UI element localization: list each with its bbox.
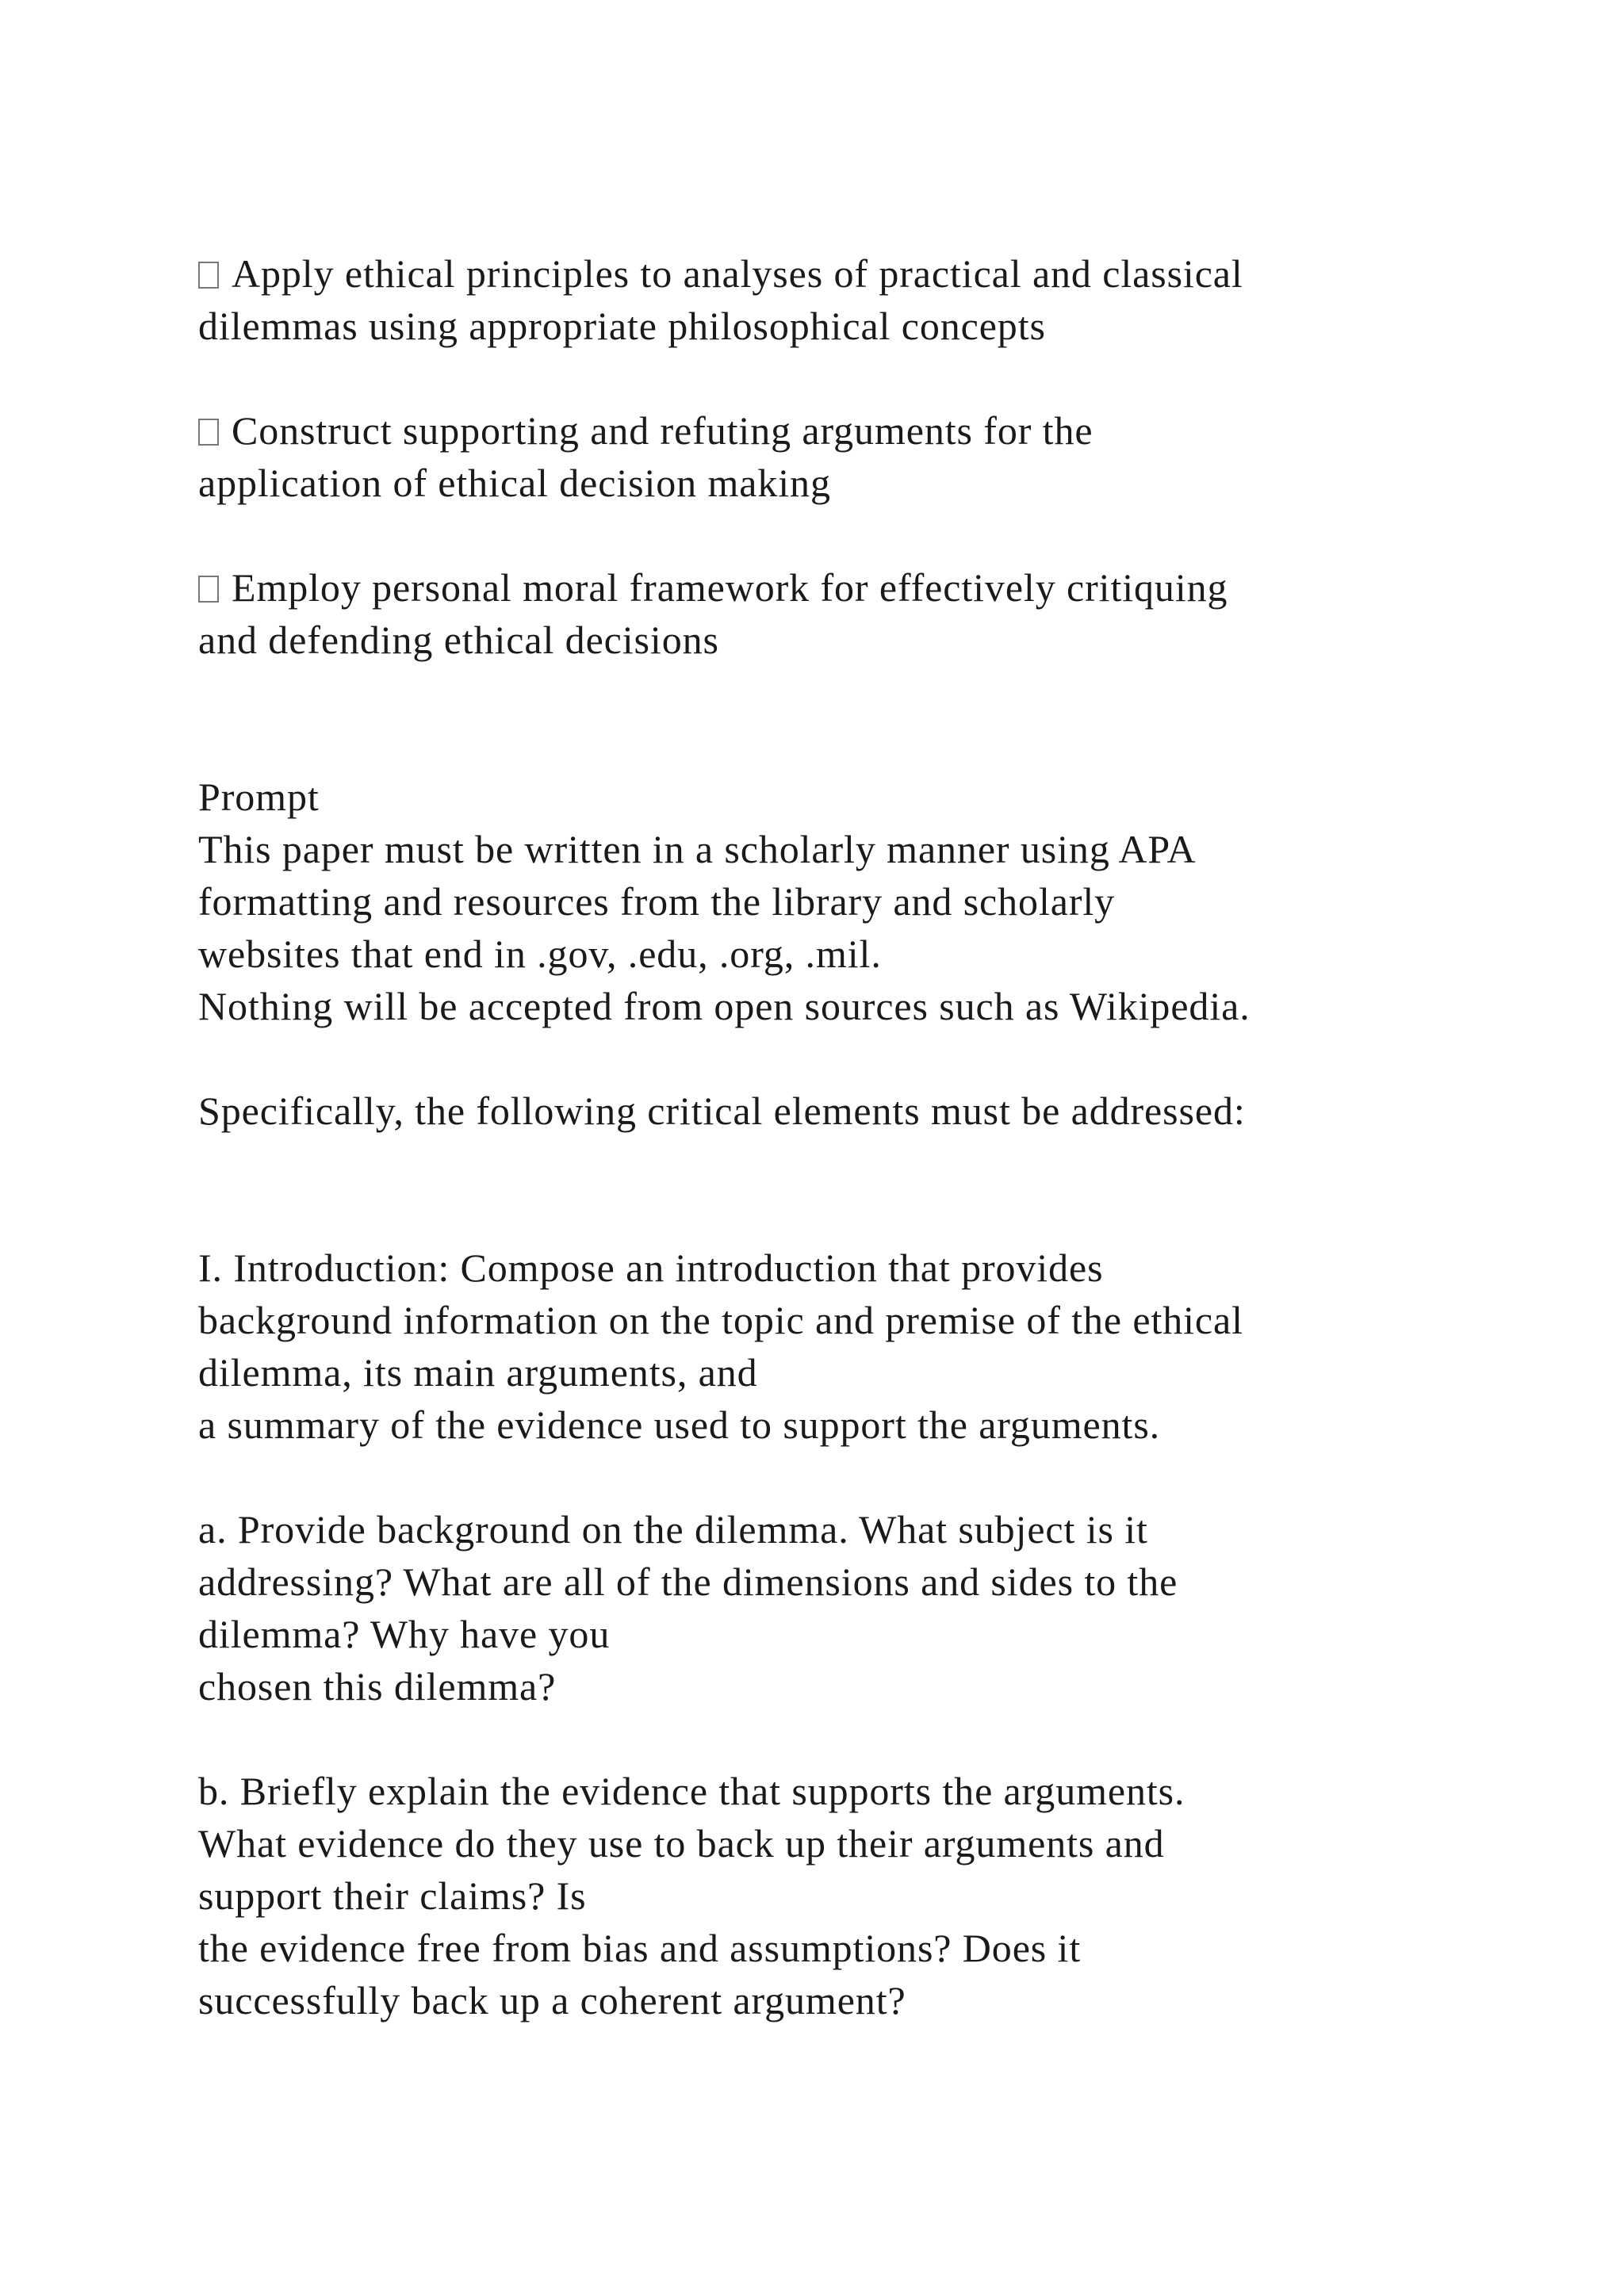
missing-glyph-icon	[198, 576, 219, 603]
item-a-text: dilemma? Why have you	[198, 1612, 611, 1656]
critical-elements-intro: Specifically, the following critical elements must be addressed:	[198, 1089, 1246, 1133]
objective-text: Apply ethical principles to analyses of practical and classical	[232, 251, 1243, 296]
item-b-text: support their claims? Is	[198, 1873, 587, 1918]
document-body	[198, 247, 1594, 2026]
item-b	[198, 1765, 1594, 2026]
item-b-text: b. Briefly explain the evidence that supports the arguments.	[198, 1769, 1185, 1813]
item-b-text: successfully back up a coherent argument?	[198, 1978, 906, 2022]
item-a-text: a. Provide background on the dilemma. What subject is it	[198, 1507, 1148, 1552]
prompt-section	[198, 771, 1594, 1137]
objective-text: Construct supporting and refuting arguments for the	[232, 408, 1094, 453]
missing-glyph-icon	[198, 419, 219, 446]
item-a-text: chosen this dilemma?	[198, 1664, 557, 1709]
prompt-text: formatting and resources from the library and scholarly	[198, 879, 1116, 924]
objective-text: and defending ethical decisions	[198, 618, 719, 662]
objective-item	[198, 247, 1594, 352]
objective-text: Employ personal moral framework for effectively critiquing	[232, 565, 1228, 610]
item-b-text: the evidence free from bias and assumptions? Does it	[198, 1926, 1082, 1970]
introduction-text: dilemma, its main arguments, and	[198, 1350, 758, 1395]
item-b-text: What evidence do they use to back up their arguments and	[198, 1821, 1165, 1866]
introduction-text: background information on the topic and premise of the ethical	[198, 1298, 1243, 1342]
objective-text: application of ethical decision making	[198, 461, 831, 505]
introduction-text: I. Introduction: Compose an introduction that provides	[198, 1246, 1104, 1290]
item-a-text: addressing? What are all of the dimensions and sides to the	[198, 1559, 1178, 1604]
objective-item	[198, 561, 1594, 666]
objective-text: dilemmas using appropriate philosophical concepts	[198, 304, 1046, 348]
prompt-text: Nothing will be accepted from open sources such as Wikipedia.	[198, 984, 1251, 1028]
prompt-text: This paper must be written in a scholarly manner using APA	[198, 827, 1197, 871]
item-a	[198, 1503, 1594, 1712]
introduction-text: a summary of the evidence used to support the arguments.	[198, 1402, 1161, 1447]
prompt-heading: Prompt	[198, 775, 320, 819]
prompt-text: websites that end in .gov, .edu, .org, .mil.	[198, 932, 882, 976]
introduction-section	[198, 1242, 1594, 1451]
missing-glyph-icon	[198, 262, 219, 289]
objective-item	[198, 404, 1594, 509]
